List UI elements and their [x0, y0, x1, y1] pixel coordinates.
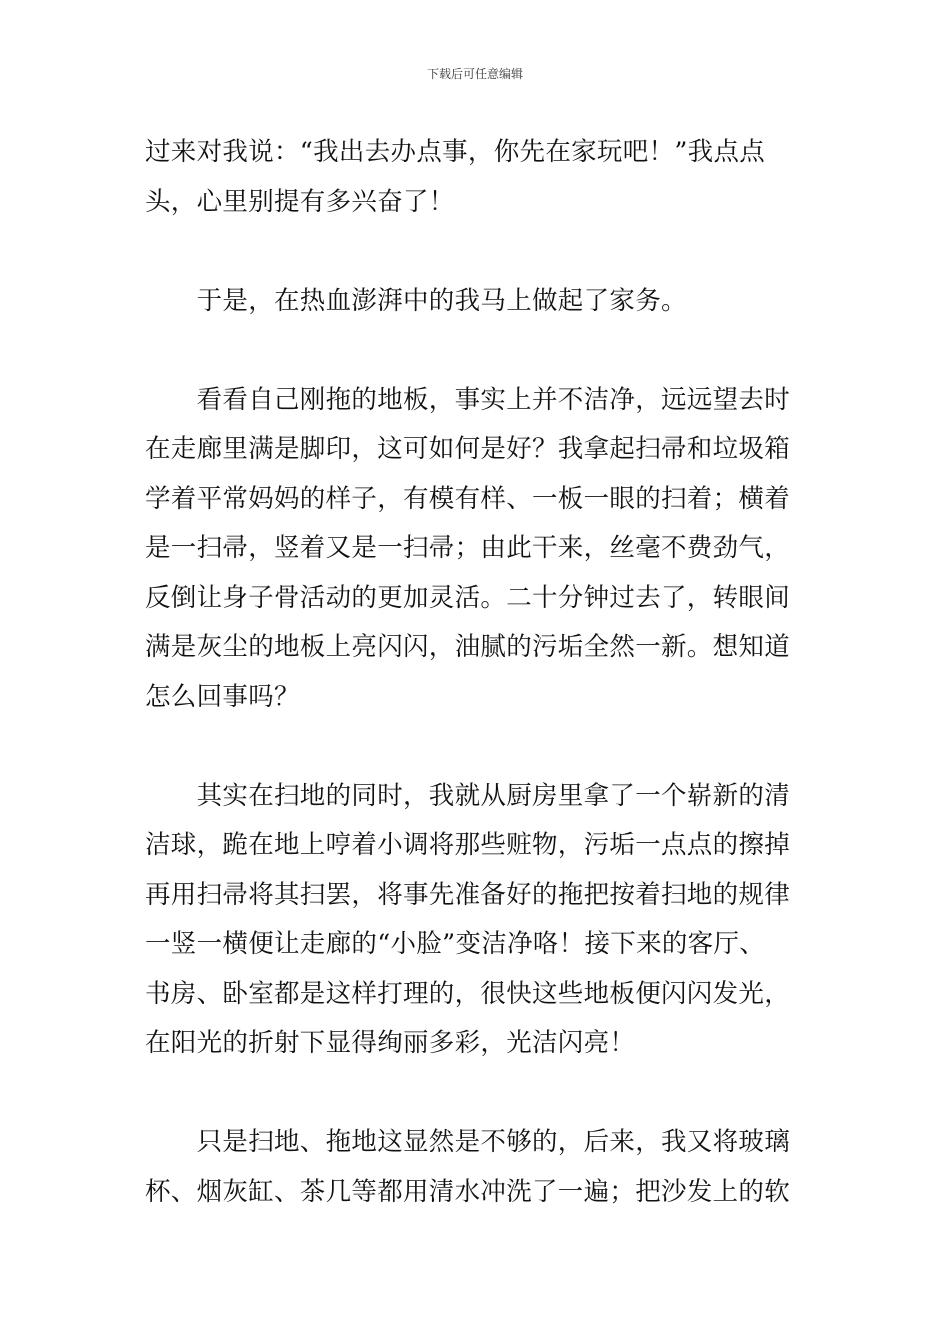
text-line: 反倒让身子骨活动的更加灵活。二十分钟过去了，转眼间	[145, 582, 791, 613]
text-line: 一竖一横便让走廊的“小脸”变洁净咯！接下来的客厅、	[145, 929, 766, 959]
text-line: 再用扫帚将其扫罢，将事先准备好的拖把按着扫地的规律	[145, 879, 791, 910]
text-line: 头，心里别提有多兴奋了！	[145, 186, 455, 217]
text-line: 学着平常妈妈的样子，有模有样、一板一眼的扫着；横着	[145, 483, 791, 514]
text-line: 在走廊里满是脚印，这可如何是好？我拿起扫帚和垃圾箱	[145, 434, 791, 464]
paragraph-spacer	[145, 1069, 815, 1119]
text-line: 过来对我说：“我出去办点事，你先在家玩吧！”我点点	[145, 137, 766, 167]
paragraph-spacer	[145, 722, 815, 772]
text-line: 只是扫地、拖地这显然是不够的，后来，我又将玻璃	[145, 1127, 791, 1157]
text-line: 是一扫帚，竖着又是一扫帚；由此干来，丝毫不费劲气，	[145, 533, 791, 563]
text-line: 书房、卧室都是这样打理的，很快这些地板便闪闪发光，	[145, 978, 791, 1009]
text-line: 洁球，跪在地上哼着小调将那些赃物，污垢一点点的擦掉	[145, 830, 791, 860]
text-line: 在阳光的折射下显得绚丽多彩，光洁闪亮！	[145, 1028, 636, 1058]
text-line: 看看自己刚拖的地板，事实上并不洁净，远远望去时	[145, 384, 791, 415]
text-line: 满是灰尘的地板上亮闪闪，油腻的污垢全然一新。想知道	[145, 632, 791, 662]
paragraph	[145, 772, 815, 1069]
paragraph-spacer	[145, 326, 815, 376]
text-line: 其实在扫地的同时，我就从厨房里拿了一个崭新的清	[145, 780, 791, 811]
paragraph	[145, 277, 815, 327]
text-line: 杯、烟灰缸、茶几等都用清水冲洗了一遍；把沙发上的软	[145, 1176, 791, 1207]
text-line: 于是，在热血澎湃中的我马上做起了家务。	[145, 285, 687, 316]
page-header: 下载后可任意编辑	[426, 67, 523, 81]
paragraph	[145, 128, 815, 227]
document-body	[145, 128, 815, 1217]
paragraph-spacer	[145, 227, 815, 277]
text-line: 怎么回事吗？	[145, 681, 300, 712]
paragraph	[145, 1118, 815, 1217]
paragraph	[145, 376, 815, 723]
